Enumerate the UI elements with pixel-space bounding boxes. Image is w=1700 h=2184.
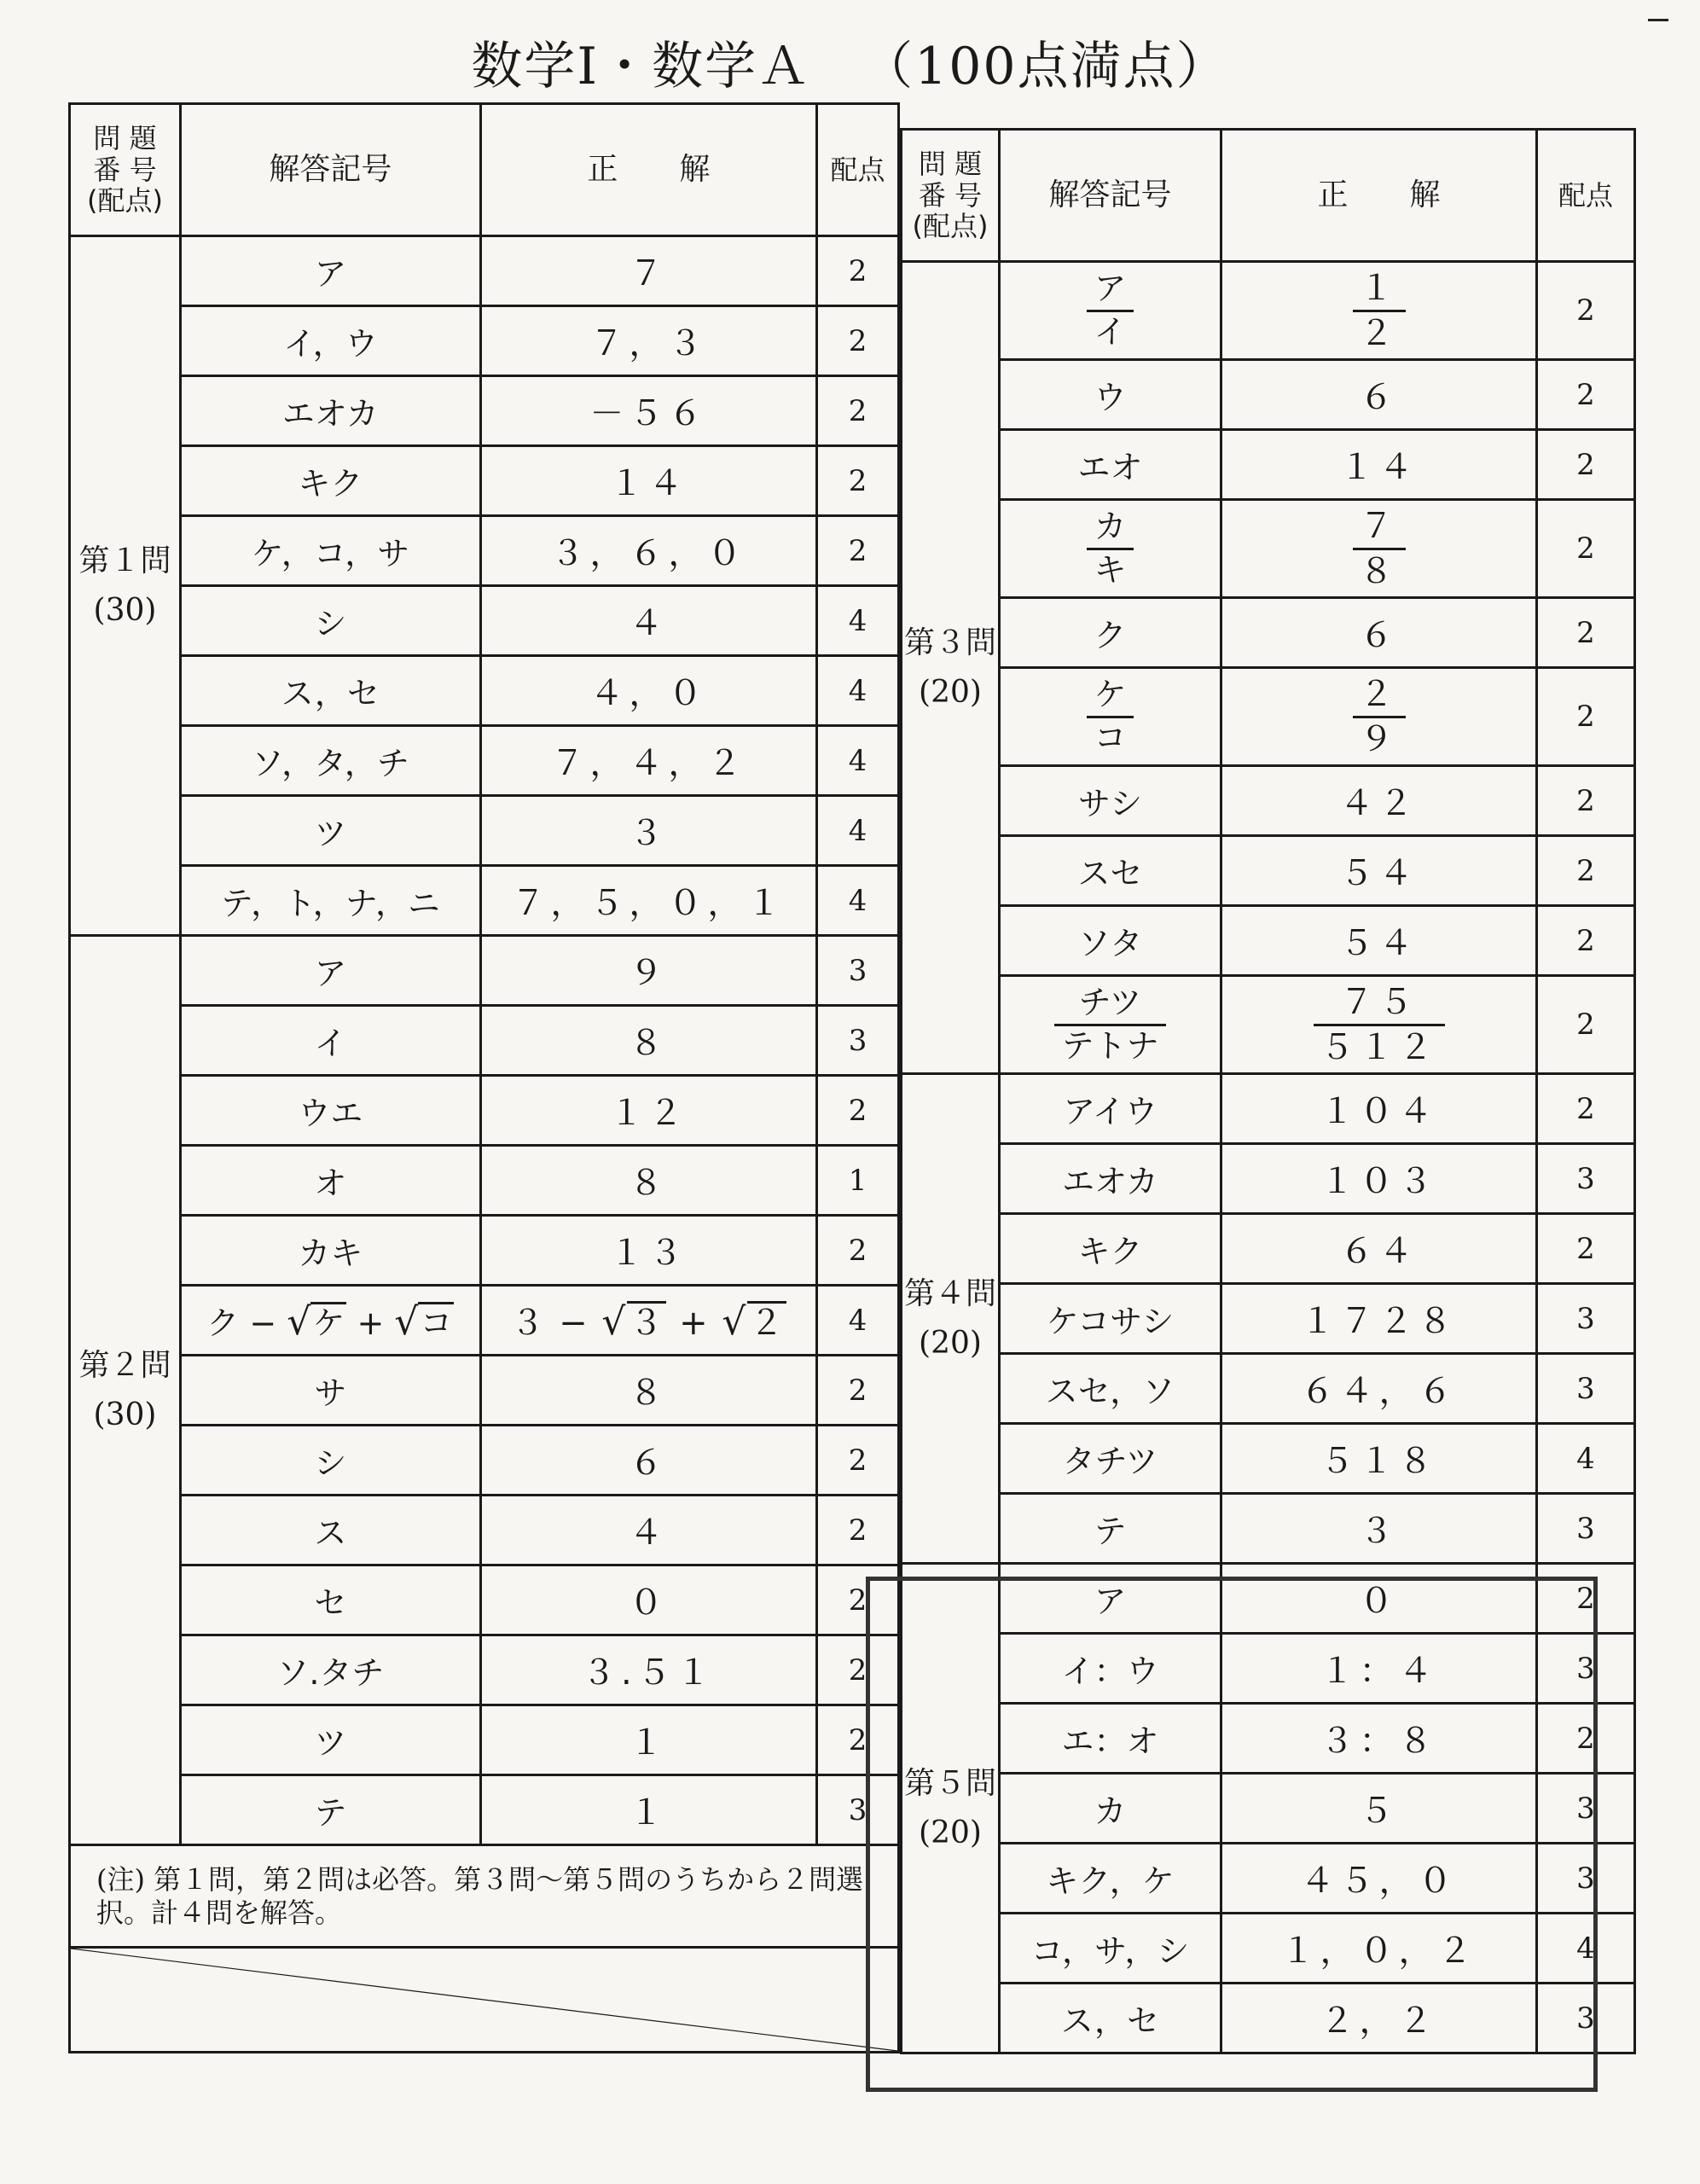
answer-symbol: ツ bbox=[181, 1705, 481, 1775]
correct-answer: ３.５１ bbox=[480, 1635, 816, 1705]
answer-symbol: サシ bbox=[1000, 766, 1221, 836]
correct-answer: ６ bbox=[1221, 598, 1537, 668]
answer-symbol: ア bbox=[181, 936, 481, 1006]
points: 2 bbox=[817, 306, 899, 376]
table-row bbox=[70, 866, 899, 936]
table-row bbox=[902, 1354, 1635, 1424]
table-row bbox=[902, 1704, 1635, 1774]
table-row bbox=[902, 500, 1635, 598]
sqrt-symbol: √ケ bbox=[287, 1300, 345, 1344]
answer-symbol-fraction: $\frac{\text{ケ}}{\text{コ}}$ bbox=[1000, 668, 1221, 766]
table-row bbox=[70, 1356, 899, 1426]
correct-answer: ４５，０ bbox=[1221, 1844, 1537, 1914]
answer-symbol: イ bbox=[181, 1006, 481, 1076]
correct-answer-fraction: $\frac{75}{512}$ bbox=[1221, 976, 1537, 1074]
table-row bbox=[902, 668, 1635, 766]
header-question-no: 問 題 番 号 (配点) bbox=[902, 130, 1000, 262]
header-correct: 正 解 bbox=[1221, 130, 1537, 262]
answer-symbol: イ：ウ bbox=[1000, 1634, 1221, 1704]
points: 4 bbox=[817, 726, 899, 796]
table-row bbox=[902, 1844, 1635, 1914]
question-label-q2: 第２問 (30) bbox=[70, 936, 181, 1845]
header-row bbox=[902, 130, 1635, 262]
table-row bbox=[902, 1564, 1635, 1634]
answer-symbol: セ bbox=[181, 1565, 481, 1635]
answer-symbol: スセ bbox=[1000, 836, 1221, 906]
table-row bbox=[902, 1984, 1635, 2053]
header-points: 配点 bbox=[817, 104, 899, 236]
correct-answer: ５１８ bbox=[1221, 1424, 1537, 1494]
points: 2 bbox=[817, 446, 899, 516]
table-row bbox=[70, 1426, 899, 1496]
answer-symbol: ス，セ bbox=[181, 656, 481, 726]
answer-symbol: ケ，コ，サ bbox=[181, 516, 481, 586]
correct-answer: １ bbox=[480, 1705, 816, 1775]
points: 2 bbox=[817, 1496, 899, 1565]
points: 2 bbox=[1537, 262, 1635, 360]
points: 3 bbox=[1537, 1984, 1635, 2053]
table-row bbox=[70, 1705, 899, 1775]
table-row bbox=[902, 1074, 1635, 1144]
answer-symbol: テ，ト，ナ，ニ bbox=[181, 866, 481, 936]
answer-symbol: キク bbox=[181, 446, 481, 516]
answer-symbol-radical: ク − √ケ + √コ bbox=[181, 1286, 481, 1356]
points: 2 bbox=[1537, 906, 1635, 976]
points: 3 bbox=[1537, 1634, 1635, 1704]
table-row bbox=[902, 836, 1635, 906]
answer-symbol: ア bbox=[1000, 1564, 1221, 1634]
points: 4 bbox=[817, 796, 899, 866]
points: 3 bbox=[1537, 1284, 1635, 1354]
question-label-q3: 第３問 (20) bbox=[902, 262, 1000, 1074]
header-correct: 正 解 bbox=[480, 104, 816, 236]
table-row bbox=[70, 236, 899, 306]
points: 2 bbox=[1537, 1564, 1635, 1634]
points: 2 bbox=[1537, 1074, 1635, 1144]
points: 2 bbox=[1537, 1704, 1635, 1774]
points: 3 bbox=[817, 1006, 899, 1076]
table-row bbox=[902, 1774, 1635, 1844]
correct-answer: －５６ bbox=[480, 376, 816, 446]
table-row bbox=[902, 1214, 1635, 1284]
points: 2 bbox=[817, 1565, 899, 1635]
points: 3 bbox=[1537, 1494, 1635, 1564]
correct-answer: ６４ bbox=[1221, 1214, 1537, 1284]
table-row bbox=[70, 376, 899, 446]
table-row bbox=[70, 1076, 899, 1146]
table-row bbox=[70, 726, 899, 796]
answer-symbol: タチツ bbox=[1000, 1424, 1221, 1494]
points: 3 bbox=[817, 936, 899, 1006]
points: 4 bbox=[1537, 1424, 1635, 1494]
header-question-no: 問 題 番 号 (配点) bbox=[70, 104, 181, 236]
points: 2 bbox=[1537, 598, 1635, 668]
points: 4 bbox=[817, 1286, 899, 1356]
diagonal-line bbox=[71, 1949, 897, 2051]
note-text: (注) 第１問，第２問は必答。第３問～第５問のうちから２問選択。計４問を解答。 bbox=[70, 1845, 899, 1948]
table-row bbox=[902, 906, 1635, 976]
question-label-q4: 第４問 (20) bbox=[902, 1074, 1000, 1564]
correct-answer: ４２ bbox=[1221, 766, 1537, 836]
answer-symbol: シ bbox=[181, 586, 481, 656]
correct-answer: ５４ bbox=[1221, 836, 1537, 906]
correct-answer: １４ bbox=[1221, 430, 1537, 500]
answer-symbol: イ，ウ bbox=[181, 306, 481, 376]
answer-symbol: アイウ bbox=[1000, 1074, 1221, 1144]
table-row bbox=[902, 360, 1635, 430]
correct-answer: ７ bbox=[480, 236, 816, 306]
correct-answer: １，０，２ bbox=[1221, 1914, 1537, 1984]
points: 2 bbox=[1537, 976, 1635, 1074]
table-row bbox=[902, 1424, 1635, 1494]
answer-symbol: テ bbox=[181, 1775, 481, 1845]
table-row bbox=[70, 1146, 899, 1216]
points: 2 bbox=[817, 1635, 899, 1705]
corner-mark bbox=[1648, 19, 1668, 21]
table-row bbox=[70, 446, 899, 516]
correct-answer: ０ bbox=[480, 1565, 816, 1635]
header-row bbox=[70, 104, 899, 236]
answer-symbol: ス bbox=[181, 1496, 481, 1565]
table-row bbox=[70, 306, 899, 376]
header-answer-symbol: 解答記号 bbox=[181, 104, 481, 236]
table-row bbox=[70, 1496, 899, 1565]
points: 2 bbox=[817, 1076, 899, 1146]
sqrt-symbol: √３ bbox=[601, 1300, 665, 1344]
table-row bbox=[70, 656, 899, 726]
correct-answer: ４ bbox=[480, 1496, 816, 1565]
answer-symbol: キク bbox=[1000, 1214, 1221, 1284]
points: 2 bbox=[1537, 836, 1635, 906]
answer-symbol: ク bbox=[1000, 598, 1221, 668]
correct-answer: １２ bbox=[480, 1076, 816, 1146]
answer-symbol-fraction: $\frac{\text{カ}}{\text{キ}}$ bbox=[1000, 500, 1221, 598]
sqrt-symbol: √コ bbox=[394, 1300, 453, 1344]
correct-answer: ３，６，０ bbox=[480, 516, 816, 586]
blank-row bbox=[70, 1948, 899, 2053]
answer-symbol: ウエ bbox=[181, 1076, 481, 1146]
correct-answer: ７，３ bbox=[480, 306, 816, 376]
answer-symbol: サ bbox=[181, 1356, 481, 1426]
correct-answer: ６４，６ bbox=[1221, 1354, 1537, 1424]
points: 2 bbox=[817, 1356, 899, 1426]
header-points: 配点 bbox=[1537, 130, 1635, 262]
table-row bbox=[902, 766, 1635, 836]
answer-symbol: ソタ bbox=[1000, 906, 1221, 976]
table-row bbox=[70, 516, 899, 586]
diagonal-cell bbox=[70, 1948, 899, 2053]
table-row bbox=[70, 1006, 899, 1076]
correct-answer: ９ bbox=[480, 936, 816, 1006]
points: 4 bbox=[817, 586, 899, 656]
answer-symbol: コ，サ，シ bbox=[1000, 1914, 1221, 1984]
correct-answer: ８ bbox=[480, 1146, 816, 1216]
correct-answer: ７，５，０，１ bbox=[480, 866, 816, 936]
correct-answer: １：４ bbox=[1221, 1634, 1537, 1704]
table-row bbox=[70, 1775, 899, 1845]
points: 3 bbox=[1537, 1774, 1635, 1844]
table-row bbox=[902, 976, 1635, 1074]
correct-answer: ８ bbox=[480, 1006, 816, 1076]
points: 2 bbox=[1537, 1214, 1635, 1284]
correct-answer-fraction: $\frac{7}{8}$ bbox=[1221, 500, 1537, 598]
answer-symbol: ケコサシ bbox=[1000, 1284, 1221, 1354]
answer-symbol: ツ bbox=[181, 796, 481, 866]
points: 4 bbox=[817, 656, 899, 726]
answer-symbol: ウ bbox=[1000, 360, 1221, 430]
answer-symbol: ス，セ bbox=[1000, 1984, 1221, 2053]
points: 3 bbox=[1537, 1144, 1635, 1214]
points: 2 bbox=[817, 236, 899, 306]
table-row bbox=[902, 1284, 1635, 1354]
table-row bbox=[70, 586, 899, 656]
correct-answer: ６ bbox=[1221, 360, 1537, 430]
points: 2 bbox=[1537, 360, 1635, 430]
correct-answer: ６ bbox=[480, 1426, 816, 1496]
points: 3 bbox=[1537, 1354, 1635, 1424]
answer-symbol: エオカ bbox=[181, 376, 481, 446]
answer-symbol: テ bbox=[1000, 1494, 1221, 1564]
points: 4 bbox=[1537, 1914, 1635, 1984]
correct-answer: ３ bbox=[1221, 1494, 1537, 1564]
points: 2 bbox=[817, 516, 899, 586]
table-row bbox=[902, 1144, 1635, 1214]
answer-symbol: オ bbox=[181, 1146, 481, 1216]
table-row bbox=[70, 1635, 899, 1705]
page-subtitle: （100点満点） bbox=[862, 37, 1229, 96]
table-row bbox=[902, 1494, 1635, 1564]
correct-answer: ７，４，２ bbox=[480, 726, 816, 796]
correct-answer: １０４ bbox=[1221, 1074, 1537, 1144]
correct-answer: １０３ bbox=[1221, 1144, 1537, 1214]
answer-symbol-fraction: $\frac{\text{ア}}{\text{イ}}$ bbox=[1000, 262, 1221, 360]
answer-symbol: エオ bbox=[1000, 430, 1221, 500]
correct-answer: １７２８ bbox=[1221, 1284, 1537, 1354]
correct-answer: ３ bbox=[480, 796, 816, 866]
correct-answer-radical: ３ − √３ + √２ bbox=[480, 1286, 816, 1356]
header-answer-symbol: 解答記号 bbox=[1000, 130, 1221, 262]
correct-answer-fraction: $\frac{1}{2}$ bbox=[1221, 262, 1537, 360]
correct-answer: １３ bbox=[480, 1216, 816, 1286]
sqrt-symbol: √２ bbox=[722, 1300, 786, 1344]
answer-table-left bbox=[68, 102, 900, 2053]
table-row bbox=[70, 796, 899, 866]
table-row bbox=[70, 1216, 899, 1286]
correct-answer-fraction: $\frac{2}{9}$ bbox=[1221, 668, 1537, 766]
answer-symbol: カキ bbox=[181, 1216, 481, 1286]
correct-answer: ５ bbox=[1221, 1774, 1537, 1844]
correct-answer: ２，２ bbox=[1221, 1984, 1537, 2053]
points: 3 bbox=[1537, 1844, 1635, 1914]
table-row bbox=[70, 936, 899, 1006]
correct-answer: ０ bbox=[1221, 1564, 1537, 1634]
table-row bbox=[902, 1914, 1635, 1984]
correct-answer: １４ bbox=[480, 446, 816, 516]
answer-symbol: エオカ bbox=[1000, 1144, 1221, 1214]
note-row bbox=[70, 1845, 899, 1948]
correct-answer: ５４ bbox=[1221, 906, 1537, 976]
correct-answer: １ bbox=[480, 1775, 816, 1845]
points: 4 bbox=[817, 866, 899, 936]
answer-symbol: シ bbox=[181, 1426, 481, 1496]
table-row bbox=[902, 430, 1635, 500]
correct-answer: ４ bbox=[480, 586, 816, 656]
points: 2 bbox=[1537, 668, 1635, 766]
answer-symbol: ソ.タチ bbox=[181, 1635, 481, 1705]
points: 2 bbox=[817, 1426, 899, 1496]
table-row bbox=[70, 1286, 899, 1356]
correct-answer: ４，０ bbox=[480, 656, 816, 726]
points: 2 bbox=[1537, 500, 1635, 598]
answer-symbol: スセ，ソ bbox=[1000, 1354, 1221, 1424]
answer-symbol: カ bbox=[1000, 1774, 1221, 1844]
points: 2 bbox=[817, 1216, 899, 1286]
points: 2 bbox=[817, 1705, 899, 1775]
answer-symbol: ア bbox=[181, 236, 481, 306]
answer-symbol: キク，ケ bbox=[1000, 1844, 1221, 1914]
answer-symbol: ソ，タ，チ bbox=[181, 726, 481, 796]
points: 1 bbox=[817, 1146, 899, 1216]
question-label-q1: 第１問 (30) bbox=[70, 236, 181, 936]
table-row bbox=[902, 1634, 1635, 1704]
points: 2 bbox=[1537, 766, 1635, 836]
table-row bbox=[902, 598, 1635, 668]
correct-answer: ８ bbox=[480, 1356, 816, 1426]
answer-table-right bbox=[900, 128, 1636, 2054]
points: 2 bbox=[1537, 430, 1635, 500]
points: 3 bbox=[817, 1775, 899, 1845]
table-row bbox=[70, 1565, 899, 1635]
page-title: 数学Ⅰ・数学Ａ （100点満点） bbox=[471, 37, 1229, 96]
answer-symbol: エ：オ bbox=[1000, 1704, 1221, 1774]
correct-answer: ３：８ bbox=[1221, 1704, 1537, 1774]
table-row bbox=[902, 262, 1635, 360]
question-label-q5: 第５問 (20) bbox=[902, 1564, 1000, 2053]
points: 2 bbox=[817, 376, 899, 446]
answer-symbol-fraction: $\frac{\text{チツ}}{\text{テトナ}}$ bbox=[1000, 976, 1221, 1074]
